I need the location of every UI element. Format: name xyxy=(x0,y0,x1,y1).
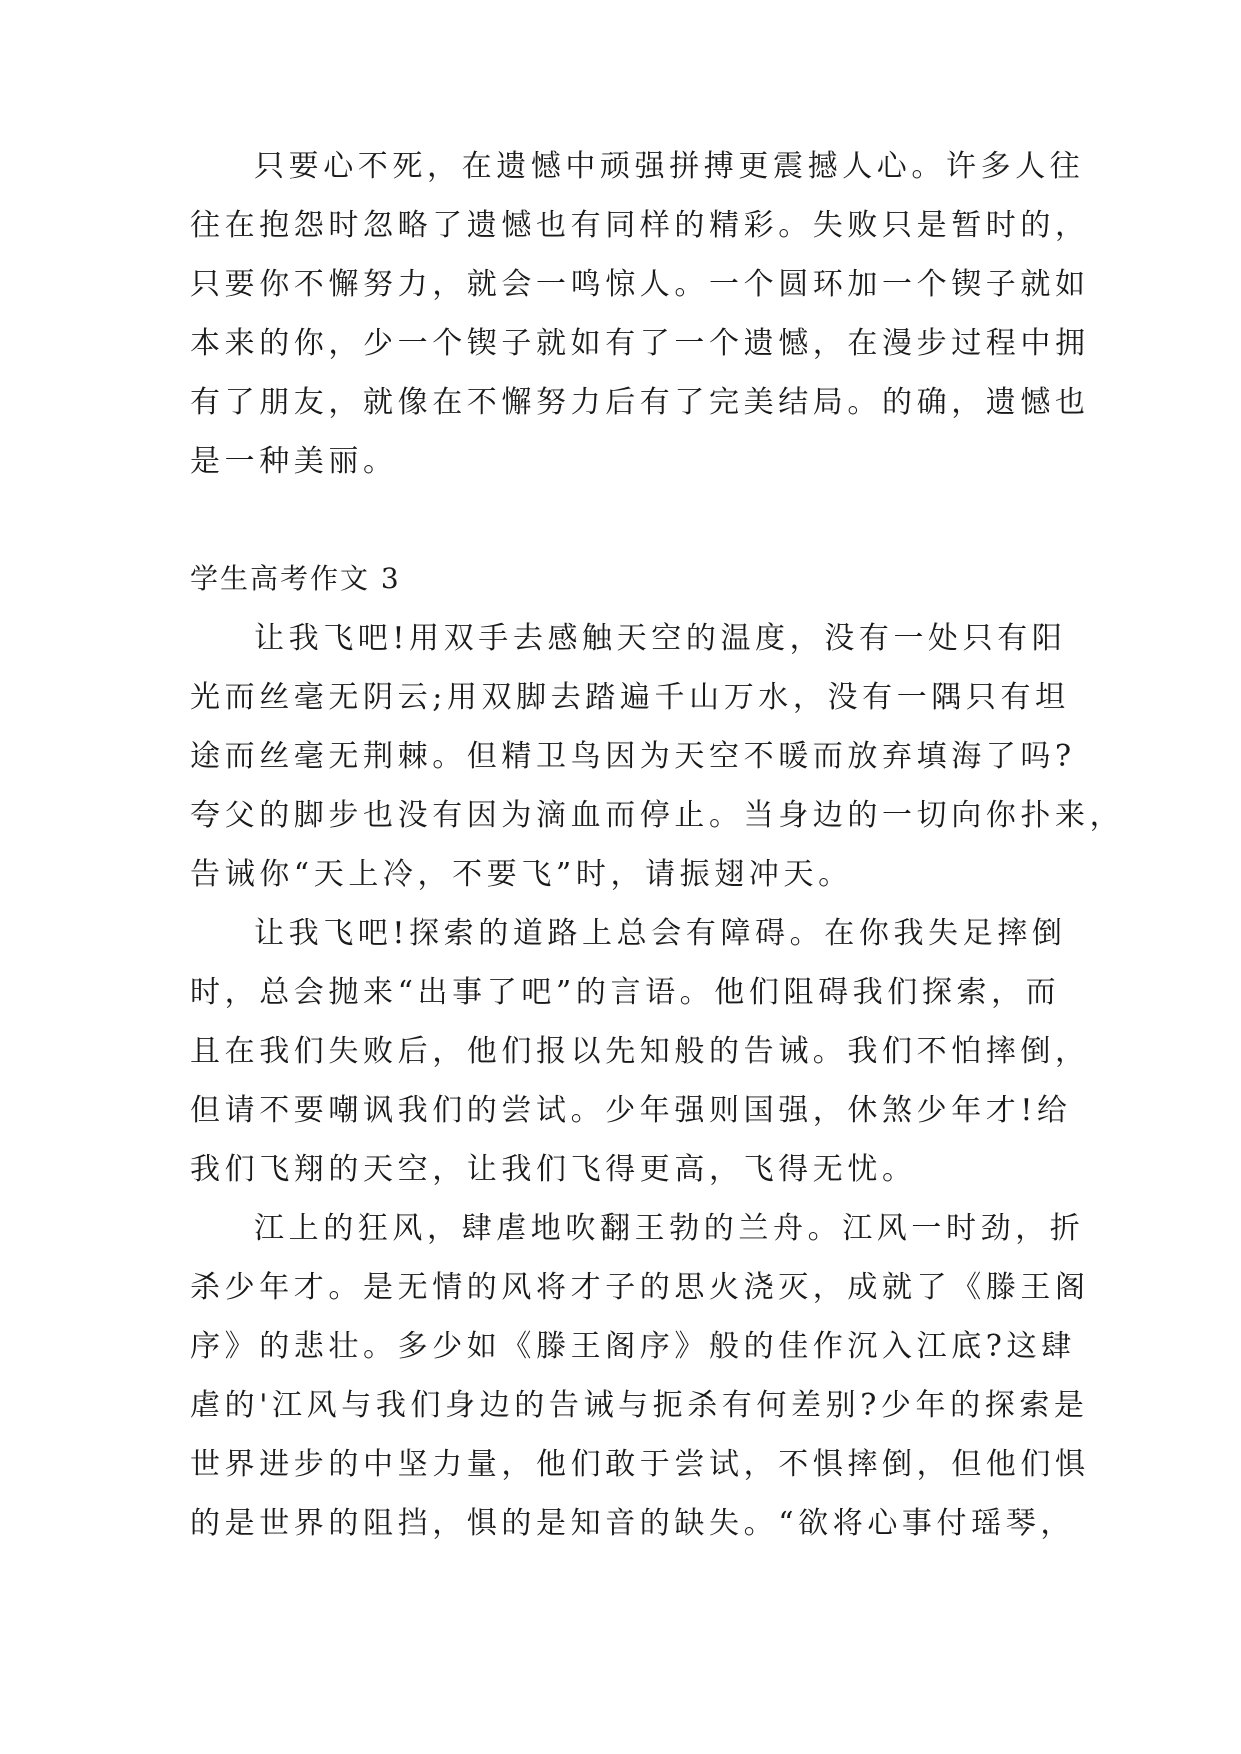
paragraph-1-line-6: 是一种美丽。 xyxy=(190,444,398,479)
section-heading: 学生高考作文 3 xyxy=(190,562,401,595)
paragraph-2-line-2: 光而丝毫无阴云;用双脚去踏遍千山万水，没有一隅只有坦 xyxy=(190,680,1070,715)
paragraph-3-line-1: 让我飞吧!探索的道路上总会有障碍。在你我失足摔倒 xyxy=(254,916,1067,951)
paragraph-1-line-5: 有了朋友，就像在不懈努力后有了完美结局。的确，遗憾也 xyxy=(190,385,1090,420)
paragraph-1-line-3: 只要你不懈努力，就会一鸣惊人。一个圆环加一个锲子就如 xyxy=(190,267,1090,302)
paragraph-2-line-1: 让我飞吧!用双手去感触天空的温度，没有一处只有阳 xyxy=(254,621,1067,656)
paragraph-4-line-1: 江上的狂风，肆虐地吹翻王勃的兰舟。江风一时劲，折 xyxy=(254,1211,1085,1246)
paragraph-3-line-3: 且在我们失败后，他们报以先知般的告诫。我们不怕摔倒， xyxy=(190,1034,1090,1069)
paragraph-4-line-4: 虐的'江风与我们身边的告诫与扼杀有何差别?少年的探索是 xyxy=(190,1388,1089,1423)
paragraph-1-line-4: 本来的你，少一个锲子就如有了一个遗憾，在漫步过程中拥 xyxy=(190,326,1090,361)
paragraph-3-line-2: 时，总会抛来“出事了吧”的言语。他们阻碍我们探索，而 xyxy=(190,975,1061,1010)
paragraph-4-line-6: 的是世界的阻挡，惧的是知音的缺失。“欲将心事付瑶琴， xyxy=(190,1506,1075,1541)
paragraph-3-line-4: 但请不要嘲讽我们的尝试。少年强则国强，休煞少年才!给 xyxy=(190,1093,1072,1128)
paragraph-2-line-3: 途而丝毫无荆棘。但精卫鸟因为天空不暖而放弃填海了吗? xyxy=(190,739,1076,774)
paragraph-1-line-2: 往在抱怨时忽略了遗憾也有同样的精彩。失败只是暂时的， xyxy=(190,208,1090,243)
paragraph-1-line-1: 只要心不死，在遗憾中顽强拼搏更震撼人心。许多人往 xyxy=(254,149,1085,184)
paragraph-4-line-3: 序》的悲壮。多少如《滕王阁序》般的佳作沉入江底?这肆 xyxy=(190,1329,1076,1364)
paragraph-2-line-5: 告诫你“天上冷，不要飞”时，请振翅冲天。 xyxy=(190,857,853,892)
paragraph-3-line-5: 我们飞翔的天空，让我们飞得更高，飞得无忧。 xyxy=(190,1152,917,1187)
paragraph-2-line-4: 夸父的脚步也没有因为滴血而停止。当身边的一切向你扑来， xyxy=(190,798,1125,833)
paragraph-4-line-2: 杀少年才。是无情的风将才子的思火浇灭，成就了《滕王阁 xyxy=(190,1270,1090,1305)
paragraph-4-line-5: 世界进步的中坚力量，他们敢于尝试，不惧摔倒，但他们惧 xyxy=(190,1447,1090,1482)
